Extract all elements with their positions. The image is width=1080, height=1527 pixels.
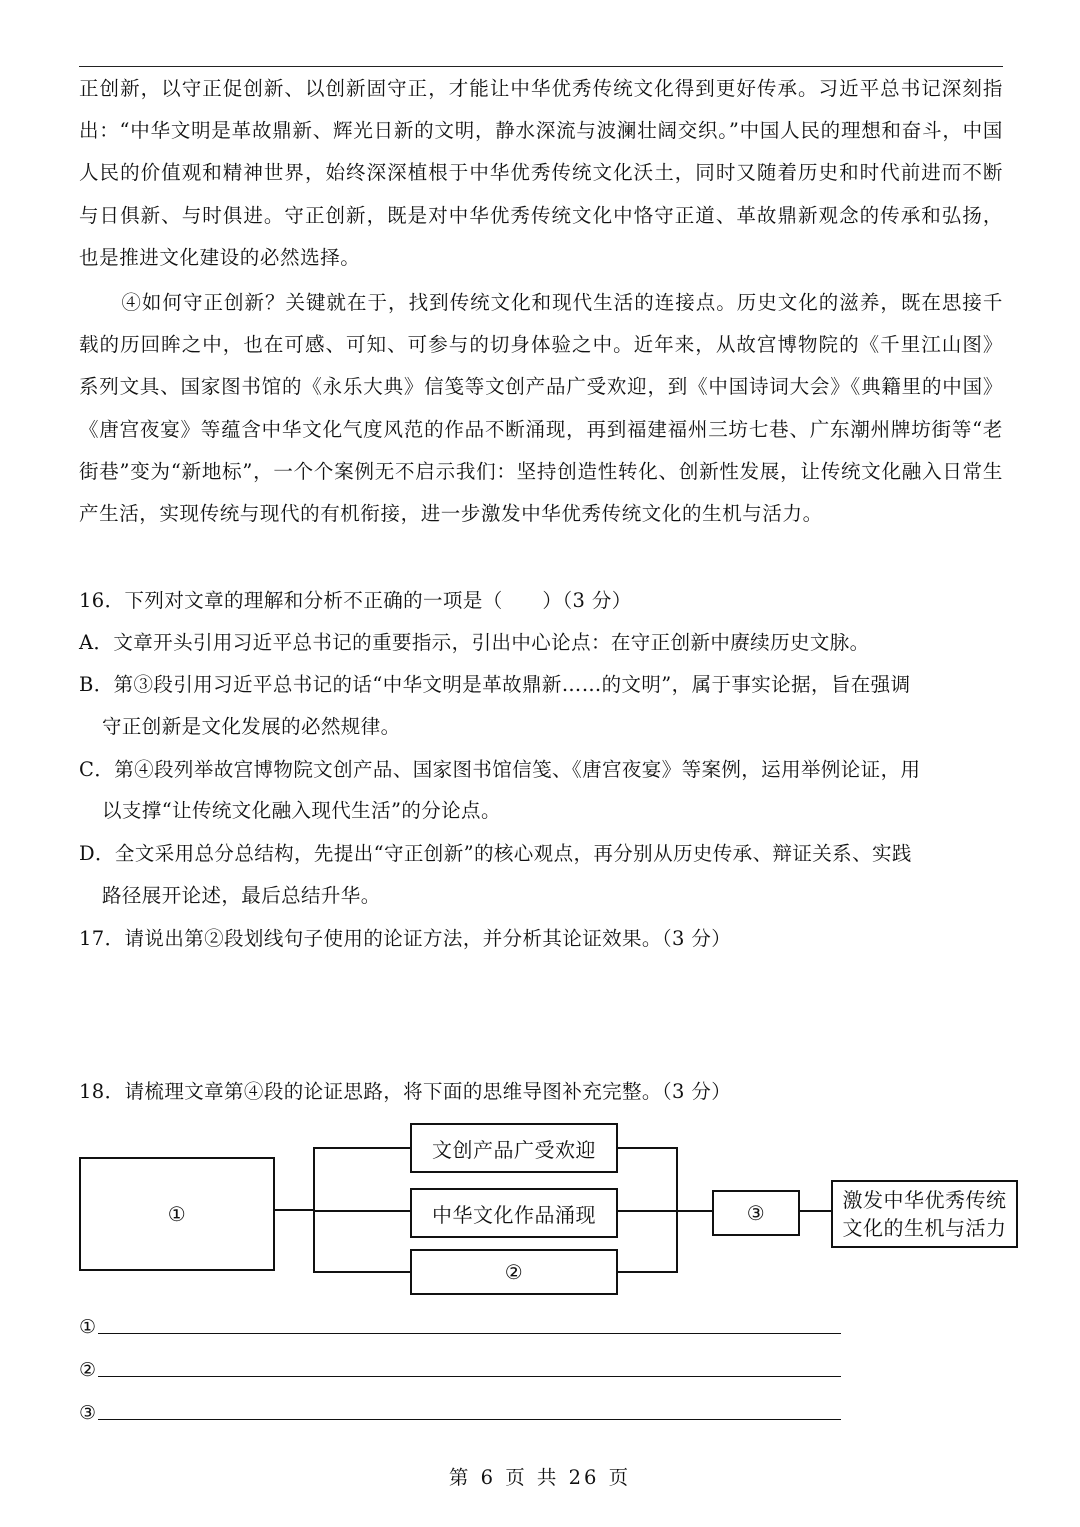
answer-row-1 [79,1308,841,1338]
page-footer: 第 6 页 共 26 页 [448,1466,632,1489]
option-b: B．第③段引用习近平总书记的话“中华文明是革故鼎新……的文明”，属于事实论据，旨在强调 [79,673,911,696]
answer-blank-1[interactable] [98,1333,841,1334]
mindmap-box-works: 中华文化作品涌现 [410,1188,618,1238]
top-rule [79,66,1003,67]
mindmap-box-final [831,1180,1018,1248]
connector [616,1147,677,1149]
question-16-stem: 16．下列对文章的理解和分析不正确的一项是（ ）（3 分） [79,589,632,612]
connector [273,1209,314,1211]
paragraph-4 [79,282,1003,535]
option-a: A．文章开头引用习近平总书记的重要指示，引出中心论点：在守正创新中赓续历史文脉。 [79,631,870,654]
connector [798,1210,832,1212]
mindmap-box-cultural-products: 文创产品广受欢迎 [410,1123,618,1173]
connector [616,1271,677,1273]
connector [313,1271,411,1273]
mindmap-box-3: ③ [712,1190,800,1236]
final-line-2: 文化的生机与活力 [842,1216,1007,1240]
option-b-continued: 守正创新是文化发展的必然规律。 [102,715,401,738]
option-d-continued: 路径展开论述，最后总结升华。 [102,884,381,907]
option-c-continued: 以支撑“让传统文化融入现代生活”的分论点。 [102,799,501,822]
question-18-stem: 18．请梳理文章第④段的论证思路，将下面的思维导图补充完整。（3 分） [79,1080,732,1103]
connector [676,1210,713,1212]
answer-blank-3[interactable] [98,1419,841,1420]
mindmap-box-1: ① [79,1157,275,1271]
paragraph-4-text: ④如何守正创新？关键就在于，找到传统文化和现代生活的连接点。历史文化的滋养，既在思接千载的历回眸之中，也在可感、可知、可参与的切身体验之中。近年来，从故宫博物院的《千里江山图》系列文具、国家图书馆的《永乐大典》信笺等文创产品广受欢迎，到《中国诗词大会》《典籍里的中国》《唐宫夜宴》等蕴含中华文化气度风范的作品不断涌现，再到福建福州三坊七巷、广东潮州牌坊街等“老街巷”变为“新地标”，一个个案例无不启示我们：坚持创造性转化、创新性发展，让传统文化融入日常生产生活，实现传统与现代的有机衔接，进一步激发中华优秀传统文化的生机与活力。 [79,291,1003,526]
option-c: C．第④段列举故宫博物院文创产品、国家图书馆信笺、《唐宫夜宴》等案例，运用举例论证，用 [79,758,921,781]
mindmap-box-2: ② [410,1249,618,1295]
answer-row-2 [79,1351,841,1381]
answer-label-1: ① [79,1316,97,1338]
question-17-stem: 17．请说出第②段划线句子使用的论证方法，并分析其论证效果。（3 分） [79,927,732,950]
connector [616,1210,677,1212]
paragraph-3-tail: 正创新，以守正促创新、以创新固守正，才能让中华优秀传统文化得到更好传承。习近平总书记深刻指出：“中华文明是革故鼎新、辉光日新的文明，静水深流与波澜壮阔交织。”中国人民的理想和奋斗，中国人民的价值观和精神世界，始终深深植根于中华优秀传统文化沃土，同时又随着历史和时代前进而不断与日俱新、与时俱进。守正创新，既是对中华优秀传统文化中恪守正道、革故鼎新观念的传承和弘扬，也是推进文化建设的必然选择。 [79,77,1003,269]
answer-row-3 [79,1394,841,1424]
option-d: D．全文采用总分总结构，先提出“守正创新”的核心观点，再分别从历史传承、辩证关系、实践 [79,842,912,865]
answer-label-2: ② [79,1359,97,1381]
answer-label-3: ③ [79,1402,97,1424]
connector [313,1147,411,1149]
final-line-1: 激发中华优秀传统 [842,1188,1007,1212]
answer-blank-2[interactable] [98,1376,841,1377]
connector [313,1210,411,1212]
